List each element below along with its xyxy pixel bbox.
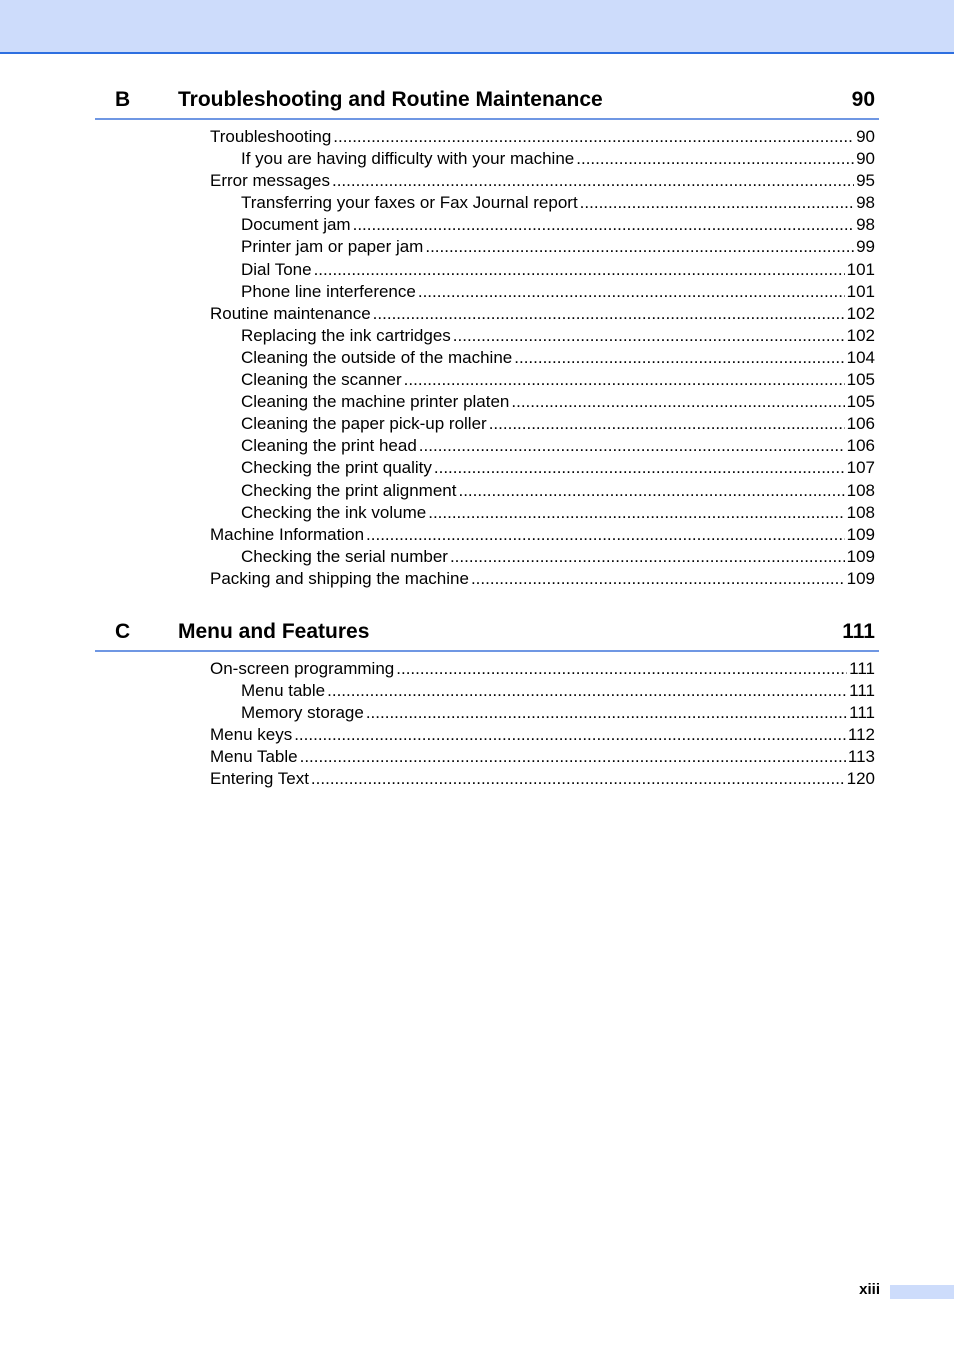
toc-entry-page: 111 (849, 681, 875, 701)
toc-entry-page: 104 (846, 347, 875, 367)
dot-leader (314, 259, 845, 281)
dot-leader (294, 724, 846, 746)
toc-entry[interactable] (95, 457, 879, 479)
toc-entry-title: Printer jam or paper jam (241, 237, 424, 257)
toc-entry[interactable] (95, 658, 879, 680)
toc-entry-page: 105 (846, 370, 875, 390)
toc-entry[interactable] (95, 391, 879, 413)
toc-entry-page: 109 (846, 546, 875, 566)
toc-entry-page: 98 (856, 215, 875, 235)
toc-entry-page: 109 (846, 568, 875, 588)
toc-entry-title: Checking the ink volume (241, 502, 427, 522)
dot-leader (311, 768, 845, 790)
toc-entry[interactable] (95, 413, 879, 435)
toc-entry[interactable] (95, 259, 879, 281)
toc-entry-title: Document jam (241, 215, 351, 235)
page-number: xiii (859, 1281, 880, 1298)
toc-entry-page: 105 (846, 392, 875, 412)
toc-entry-page: 106 (846, 436, 875, 456)
toc-entry[interactable] (95, 148, 879, 170)
toc-entry-title: Phone line interference (241, 281, 416, 301)
toc-entry-page: 95 (856, 171, 875, 191)
toc-entry-title: Memory storage (241, 703, 364, 723)
toc-entry-page: 101 (846, 259, 875, 279)
section-b (95, 88, 879, 590)
toc-entry[interactable] (95, 568, 879, 590)
toc-entry-title: Menu table (241, 681, 326, 701)
toc-entry[interactable] (95, 126, 879, 148)
toc-entry-title: Menu keys (210, 725, 293, 745)
dot-leader (434, 457, 845, 479)
toc-entry-page: 108 (846, 502, 875, 522)
toc-entry-title: Transferring your faxes or Fax Journal report (241, 193, 578, 213)
toc-entry[interactable] (95, 281, 879, 303)
toc-entry-page: 102 (846, 325, 875, 345)
dot-leader (333, 126, 854, 148)
toc-entry-title: Packing and shipping the machine (210, 568, 469, 588)
section-heading (95, 620, 879, 652)
dot-leader (471, 568, 845, 590)
toc-entry-page: 111 (849, 659, 875, 678)
toc-entries (95, 126, 879, 590)
dot-leader (366, 702, 847, 724)
toc-entry[interactable] (95, 480, 879, 502)
dot-leader (300, 746, 846, 768)
toc-entry-page: 113 (847, 747, 875, 767)
toc-entry-page: 101 (846, 281, 875, 301)
toc-entry-page: 108 (846, 480, 875, 500)
toc-entry-title: Dial Tone (241, 259, 312, 279)
toc-entry-title: Entering Text (210, 769, 309, 789)
toc-entry-page: 120 (846, 769, 875, 789)
footer-tab (890, 1285, 954, 1299)
dot-leader (511, 391, 844, 413)
header-band (0, 0, 954, 54)
section-page-number: 111 (842, 620, 875, 643)
dot-leader (514, 347, 844, 369)
toc-entry-title: Cleaning the scanner (241, 370, 402, 390)
toc-entry-title: Replacing the ink cartridges (241, 325, 451, 345)
toc-entry-page: 102 (846, 303, 875, 323)
toc-entry[interactable] (95, 214, 879, 236)
dot-leader (404, 369, 845, 391)
toc-entry-page: 107 (846, 458, 875, 478)
dot-leader (450, 546, 845, 568)
toc-entry[interactable] (95, 546, 879, 568)
toc-entry[interactable] (95, 236, 879, 258)
toc-entry-page: 109 (846, 524, 875, 544)
dot-leader (458, 480, 844, 502)
dot-leader (428, 502, 844, 524)
toc-entry-page: 99 (856, 237, 875, 257)
toc-entry-page: 98 (856, 193, 875, 213)
dot-leader (580, 192, 854, 214)
dot-leader (327, 680, 847, 702)
toc-entries (95, 658, 879, 791)
toc-entry[interactable] (95, 768, 879, 790)
toc-entry[interactable] (95, 170, 879, 192)
dot-leader (418, 281, 845, 303)
toc-entry-title: Routine maintenance (210, 303, 371, 323)
dot-leader (396, 658, 847, 680)
toc-entry-title: If you are having difficulty with your machine (241, 149, 575, 169)
toc-entry[interactable] (95, 702, 879, 724)
dot-leader (425, 236, 854, 258)
toc-entry-title: Menu Table (210, 747, 298, 767)
toc-entry-page: 90 (856, 149, 875, 169)
toc-entry[interactable] (95, 347, 879, 369)
toc-entry[interactable] (95, 192, 879, 214)
dot-leader (419, 435, 845, 457)
dot-leader (353, 214, 854, 236)
toc-entry-title: Checking the print quality (241, 458, 432, 478)
section-heading (95, 88, 879, 120)
section-title: Troubleshooting and Routine Maintenance (178, 88, 603, 111)
toc-entry-page: 90 (856, 127, 875, 146)
toc-entry-title: Troubleshooting (210, 127, 332, 146)
dot-leader (366, 524, 845, 546)
dot-leader (453, 325, 845, 347)
section-c (95, 620, 879, 791)
toc-entry[interactable] (95, 724, 879, 746)
toc-entry-page: 111 (849, 703, 875, 723)
toc-entry-title: Error messages (210, 171, 330, 191)
toc-entry[interactable] (95, 435, 879, 457)
toc-entry[interactable] (95, 680, 879, 702)
dot-leader (576, 148, 854, 170)
toc-entry-title: Checking the print alignment (241, 480, 457, 500)
toc-entry[interactable] (95, 502, 879, 524)
toc-entry-title: Cleaning the machine printer platen (241, 392, 510, 412)
section-letter: C (115, 620, 131, 643)
toc-entry-title: Cleaning the outside of the machine (241, 347, 513, 367)
toc-entry[interactable] (95, 746, 879, 768)
toc-entry-page: 106 (846, 414, 875, 434)
toc-entry-title: Checking the serial number (241, 546, 448, 566)
section-page-number: 90 (851, 88, 875, 111)
toc-entry-title: On-screen programming (210, 659, 395, 678)
section-letter: B (115, 88, 131, 111)
section-title: Menu and Features (178, 620, 370, 643)
toc-entry-title: Cleaning the print head (241, 436, 417, 456)
toc-entry-title: Cleaning the paper pick-up roller (241, 414, 487, 434)
dot-leader (373, 303, 845, 325)
dot-leader (489, 413, 845, 435)
toc-entry[interactable] (95, 325, 879, 347)
dot-leader (332, 170, 854, 192)
toc-entry[interactable] (95, 303, 879, 325)
toc-entry-page: 112 (847, 725, 875, 745)
toc-entry[interactable] (95, 524, 879, 546)
toc-entry-title: Machine Information (210, 524, 365, 544)
toc-entry[interactable] (95, 369, 879, 391)
